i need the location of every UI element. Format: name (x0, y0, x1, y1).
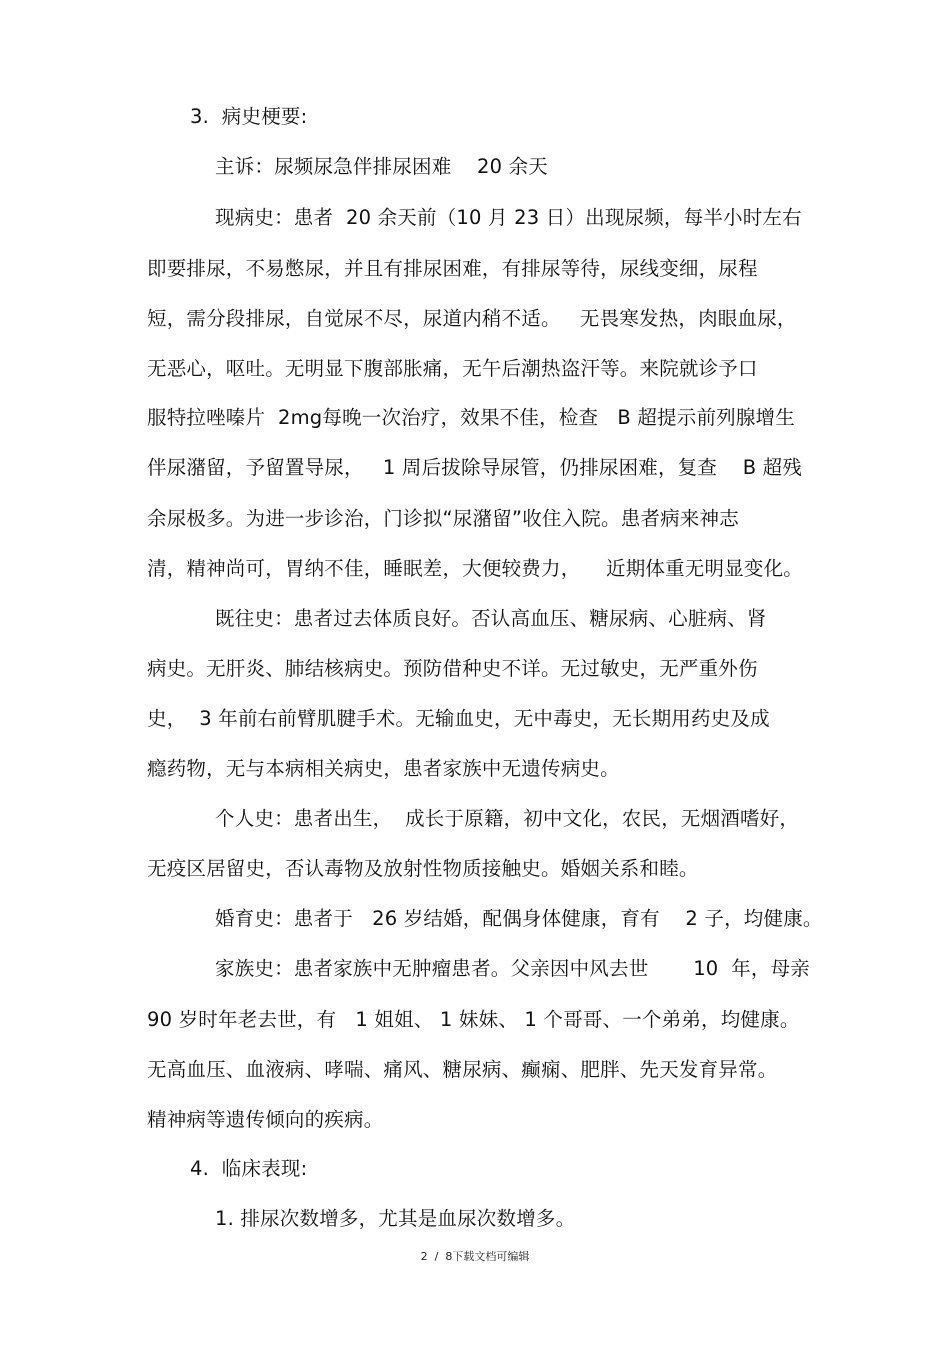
personal-history-line: 无疫区居留史，否认毒物及放射性物质接触史。婚姻关系和睦。 (147, 857, 699, 880)
present-illness-line: 伴尿潴留，予留置导尿， 1 周后拔除导尿管，仍排尿困难，复查 B 超残 (147, 456, 803, 479)
past-history-line: 既往史：患者过去体质良好。否认高血压、糖尿病、心脏病、肾 (215, 607, 767, 630)
clinical-item: 1. 排尿次数增多，尤其是血尿次数增多。 (215, 1207, 576, 1230)
present-illness-line: 无恶心，呕吐。无明显下腹部胀痛，无午后潮热盗汗等。来院就诊予口 (147, 357, 758, 380)
personal-history-line: 个人史：患者出生， 成长于原籍，初中文化，农民，无烟酒嗜好， (215, 807, 800, 830)
family-history-line: 家族史：患者家族中无肿瘤患者。父亲因中风去世 10 年，母亲 (215, 957, 810, 980)
page-footer: 2 / 8下载文档可编辑 (420, 1250, 530, 1263)
present-illness-line: 短，需分段排尿，自觉尿不尽，尿道内稍不适。 无畏寒发热，肉眼血尿， (147, 307, 797, 330)
section-heading-history: 3. 病史梗要: (190, 105, 308, 128)
family-history-line: 90 岁时年老去世，有 1 姐姐、 1 妹妹、 1 个哥哥、一个弟弟，均健康。 (147, 1008, 800, 1031)
present-illness-line: 服特拉唑嗪片 2mg每晚一次治疗，效果不佳，检查 B 超提示前列腺增生 (147, 406, 795, 429)
past-history-line: 瘾药物，无与本病相关病史，患者家族中无遗传病史。 (147, 757, 620, 780)
present-illness-line: 现病史：患者 20 余天前（10 月 23 日）出现尿频，每半小时左右 (215, 206, 802, 229)
family-history-line: 无高血压、血液病、哮喘、痛风、糖尿病、癫痫、肥胖、先天发育异常。 (147, 1058, 778, 1081)
present-illness-line: 清，精神尚可，胃纳不佳，睡眠差，大便较费力， 近期体重无明显变化。 (147, 557, 803, 580)
chief-complaint: 主诉：尿频尿急伴排尿困难 20 余天 (215, 155, 549, 178)
section-heading-clinical: 4. 临床表现: (190, 1157, 308, 1180)
past-history-line: 史， 3 年前右前臂肌腱手术。无输血史，无中毒史，无长期用药史及成 (147, 707, 770, 730)
present-illness-line: 余尿极多。为进一步诊治，门诊拟“尿潴留”收住入院。患者病来神志 (147, 507, 739, 530)
marital-history-line: 婚育史：患者于 26 岁结婚，配偶身体健康，育有 2 子，均健康。 (215, 907, 823, 930)
present-illness-line: 即要排尿，不易憋尿，并且有排尿困难，有排尿等待，尿线变细，尿程 (147, 257, 758, 280)
past-history-line: 病史。无肝炎、肺结核病史。预防借种史不详。无过敏史，无严重外伤 (147, 657, 758, 680)
family-history-line: 精神病等遗传倾向的疾病。 (147, 1108, 384, 1131)
